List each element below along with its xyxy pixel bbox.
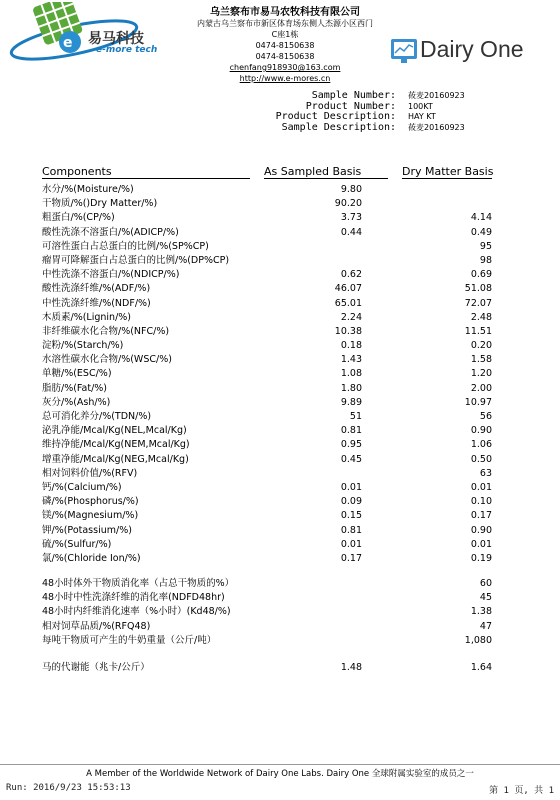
as-sampled-cell	[282, 577, 372, 591]
address: 内蒙古乌兰察布市新区体育场东侧人杰源小区西门	[197, 19, 373, 28]
component-cell: 水溶性碳水化合物/%(WSC/%)	[42, 354, 172, 366]
as-sampled-cell: 1.80	[340, 382, 362, 394]
logo-text: 易马科技	[88, 31, 144, 47]
sample-label: Sample Number:	[311, 90, 396, 101]
as-sampled-cell: 0.44	[340, 226, 362, 238]
as-sampled-cell: 10.38	[334, 325, 362, 337]
table-row	[42, 325, 492, 339]
dairy-one-icon	[390, 36, 418, 66]
table-row	[42, 211, 492, 225]
as-sampled-cell: 0.01	[340, 538, 362, 550]
as-sampled-cell: 0.01	[340, 481, 362, 493]
as-sampled-cell	[282, 620, 372, 634]
dry-matter-cell: 1.64	[470, 662, 492, 673]
as-sampled-cell: 0.95	[340, 439, 362, 451]
component-cell: 镁/%(Magnesium/%)	[42, 510, 139, 522]
table-row	[42, 424, 492, 438]
dry-matter-cell: 72.07	[464, 297, 492, 309]
component-cell: 48小时内纤维消化速率（%小时）(Kd48/%)	[42, 606, 231, 618]
as-sampled-cell: 0.09	[340, 496, 362, 508]
dry-matter-cell: 0.17	[470, 510, 492, 522]
component-cell: 相对饲料价值/%(RFV)	[42, 467, 138, 479]
sample-value: 100KT	[408, 101, 433, 111]
as-sampled-cell: 1.43	[340, 354, 362, 366]
as-sampled-cell: 46.07	[334, 283, 362, 295]
dry-matter-cell	[372, 183, 492, 197]
rows-main	[42, 183, 492, 566]
table-row	[42, 410, 492, 424]
as-sampled-cell: 9.80	[340, 184, 362, 195]
dairy-one-logo	[390, 34, 558, 68]
as-sampled-cell: 90.20	[334, 198, 362, 210]
phone-1: 0474-8150638	[255, 41, 315, 50]
component-cell: 硫/%(Sulfur/%)	[42, 538, 112, 550]
as-sampled-cell: 0.45	[340, 453, 362, 465]
as-sampled-cell: 51	[349, 411, 362, 422]
dry-matter-cell: 1.38	[470, 606, 492, 618]
component-cell: 中性洗涤纤维/%(NDF/%)	[42, 297, 151, 309]
as-sampled-cell: 65.01	[334, 297, 362, 309]
dry-matter-cell: 95	[479, 240, 492, 252]
dry-matter-cell: 56	[479, 411, 492, 422]
dry-matter-cell: 60	[479, 578, 492, 590]
component-cell: 单糖/%(ESC/%)	[42, 368, 112, 380]
email-link[interactable]: chenfang918930@163.com	[229, 63, 341, 72]
component-cell: 木质素/%(Lignin/%)	[42, 311, 132, 323]
table-row	[42, 538, 492, 552]
dairy-one-brand: Dairy One	[420, 36, 524, 62]
table-row	[42, 605, 492, 619]
sample-value: HAY KT	[408, 112, 436, 122]
table-row	[42, 226, 492, 240]
dry-matter-cell: 0.20	[470, 340, 492, 352]
component-cell: 中性洗涤不溶蛋白/%(NDICP/%)	[42, 269, 180, 281]
dry-matter-cell: 1.20	[470, 368, 492, 380]
header-divider	[402, 178, 492, 179]
run-timestamp: Run: 2016/9/23 15:53:13	[6, 783, 131, 793]
as-sampled-cell	[282, 634, 372, 648]
as-sampled-cell	[282, 254, 372, 268]
page-indicator: 第 1 页, 共 1	[489, 786, 554, 796]
sample-label: Product Number:	[305, 100, 396, 112]
dry-matter-cell: 0.01	[470, 481, 492, 493]
footer-divider	[0, 764, 560, 765]
table-row	[42, 467, 492, 481]
component-cell: 干物质/%()Dry Matter/%)	[42, 198, 158, 210]
dry-matter-cell: 1,080	[464, 634, 492, 646]
component-cell: 非纤维碳水化合物/%(NFC/%)	[42, 325, 170, 337]
table-row	[42, 197, 492, 211]
dry-matter-cell: 0.90	[470, 425, 492, 437]
table-row	[42, 297, 492, 311]
component-cell: 48小时中性洗涤纤维的消化率(NDFD48hr)	[42, 592, 225, 604]
table-row	[42, 311, 492, 325]
as-sampled-cell: 0.62	[340, 269, 362, 281]
svg-text:e: e	[63, 35, 73, 51]
table-row	[42, 591, 492, 605]
dry-matter-cell: 11.51	[464, 325, 492, 337]
company-name: 乌兰察布市易马农牧科技有限公司	[210, 7, 360, 18]
dry-matter-cell: 0.50	[470, 453, 492, 465]
table-row	[42, 577, 492, 591]
component-cell: 钙/%(Calcium/%)	[42, 481, 122, 493]
logo-subtext: e-more tech	[96, 45, 158, 55]
table-row	[42, 254, 492, 268]
table-row	[42, 396, 492, 410]
component-cell: 每吨干物质可产生的牛奶重量（公斤/吨）	[42, 634, 217, 646]
table-row	[42, 339, 492, 353]
table-row	[42, 524, 492, 538]
component-cell: 脂肪/%(Fat/%)	[42, 382, 108, 394]
column-header-components: Components	[42, 165, 112, 178]
column-header-dry-matter: Dry Matter Basis	[402, 165, 494, 178]
table-row	[42, 495, 492, 509]
dry-matter-cell: 10.97	[464, 396, 492, 408]
dry-matter-cell: 98	[479, 254, 492, 266]
dry-matter-cell: 0.19	[470, 552, 492, 564]
table-row	[42, 634, 492, 648]
table-row	[42, 481, 492, 495]
table-row	[42, 438, 492, 452]
dry-matter-cell: 47	[479, 620, 492, 632]
analysis-table	[42, 183, 492, 675]
dry-matter-cell: 0.90	[470, 524, 492, 536]
table-row	[42, 282, 492, 296]
component-cell: 钾/%(Potassium/%)	[42, 524, 132, 536]
as-sampled-cell: 1.08	[340, 368, 362, 380]
component-cell: 总可消化养分/%(TDN/%)	[42, 411, 152, 422]
table-row	[42, 367, 492, 381]
as-sampled-cell	[282, 605, 372, 619]
as-sampled-cell	[282, 591, 372, 605]
component-cell: 水分/%(Moisture/%)	[42, 184, 134, 195]
component-cell: 增重净能/Mcal/Kg(NEG,Mcal/Kg)	[42, 453, 189, 465]
company-address-block	[150, 18, 420, 84]
sample-label: Product Description:	[275, 111, 396, 123]
header-divider	[264, 178, 388, 179]
as-sampled-cell: 0.81	[340, 524, 362, 536]
phone-2: 0474-8150638	[255, 52, 315, 61]
rows-horse	[42, 661, 492, 675]
sample-info	[246, 91, 465, 134]
component-cell: 维持净能/Mcal/Kg(NEM,Mcal/Kg)	[42, 439, 190, 451]
component-cell: 氯/%(Chloride Ion/%)	[42, 552, 141, 564]
sample-label: Sample Description:	[281, 122, 396, 134]
dry-matter-cell: 0.69	[470, 269, 492, 281]
as-sampled-cell	[282, 240, 372, 254]
dry-matter-cell: 0.49	[470, 226, 492, 238]
table-row	[42, 509, 492, 523]
as-sampled-cell: 0.18	[340, 340, 362, 352]
dry-matter-cell: 0.10	[470, 496, 492, 508]
table-row	[42, 268, 492, 282]
sample-value: 莜麦20160923	[408, 91, 465, 100]
as-sampled-cell	[282, 467, 372, 481]
as-sampled-cell: 9.89	[340, 396, 362, 408]
component-cell: 相对饲草品质/%(RFQ48)	[42, 620, 151, 632]
rows-digest	[42, 577, 492, 648]
company-logo	[4, 2, 174, 70]
as-sampled-cell: 1.48	[340, 662, 362, 673]
component-cell: 酸性洗涤不溶蛋白/%(ADICP/%)	[42, 226, 179, 238]
table-row	[42, 240, 492, 254]
dry-matter-cell: 51.08	[464, 283, 492, 295]
dry-matter-cell: 1.06	[470, 439, 492, 451]
component-cell: 马的代谢能（兆卡/公斤）	[42, 662, 150, 673]
component-cell: 酸性洗涤纤维/%(ADF/%)	[42, 283, 151, 295]
table-row	[42, 453, 492, 467]
dry-matter-cell: 2.48	[470, 311, 492, 323]
dry-matter-cell: 1.58	[470, 354, 492, 366]
column-header-as-sampled: As Sampled Basis	[264, 165, 362, 178]
sample-description-row	[246, 123, 465, 134]
as-sampled-cell: 0.17	[340, 552, 362, 564]
footer-network: A Member of the Worldwide Network of Dairy One Labs. Dairy One 全球附属实验室的成员之一	[86, 769, 474, 779]
table-row	[42, 382, 492, 396]
table-row	[42, 183, 492, 197]
table-row	[42, 353, 492, 367]
dry-matter-cell: 4.14	[470, 212, 492, 224]
dry-matter-cell: 45	[479, 592, 492, 604]
component-cell: 灰分/%(Ash/%)	[42, 396, 111, 408]
component-cell: 瘤胃可降解蛋白占总蛋白的比例/%(DP%CP)	[42, 254, 230, 266]
sample-value: 莜麦20160923	[408, 123, 465, 133]
component-cell: 淀粉/%(Starch/%)	[42, 340, 124, 352]
component-cell: 48小时体外干物质消化率（占总干物质的%）	[42, 578, 235, 590]
as-sampled-cell: 2.24	[340, 311, 362, 323]
as-sampled-cell: 0.81	[340, 425, 362, 437]
dry-matter-cell	[372, 197, 492, 211]
dry-matter-cell: 0.01	[470, 538, 492, 550]
as-sampled-cell: 0.15	[340, 510, 362, 522]
dry-matter-cell: 63	[479, 467, 492, 479]
component-cell: 可溶性蛋白占总蛋白的比例/%(SP%CP)	[42, 240, 209, 252]
building: C座1栋	[271, 30, 299, 39]
table-row	[42, 661, 492, 675]
dry-matter-cell: 2.00	[470, 382, 492, 394]
component-cell: 泌乳净能/Mcal/Kg(NEL,Mcal/Kg)	[42, 425, 187, 437]
as-sampled-cell: 3.73	[340, 212, 362, 224]
component-cell: 粗蛋白/%(CP/%)	[42, 212, 115, 224]
header-divider	[42, 178, 250, 179]
component-cell: 磷/%(Phosphorus/%)	[42, 496, 139, 508]
website-link[interactable]: http://www.e-mores.cn	[239, 74, 331, 83]
table-row	[42, 620, 492, 634]
table-row	[42, 552, 492, 566]
